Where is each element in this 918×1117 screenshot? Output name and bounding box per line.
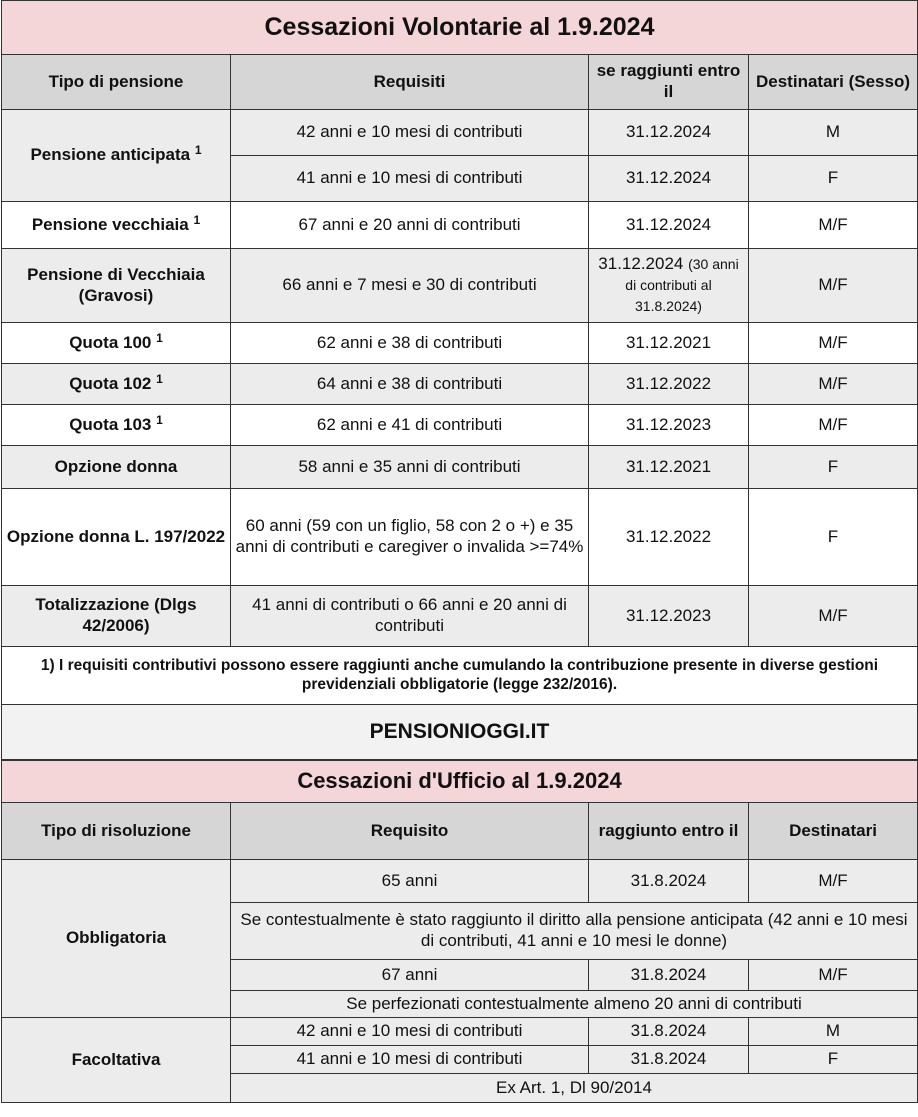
requirement-cell: 64 anni e 38 di contributi <box>231 364 589 405</box>
sex-cell: M/F <box>749 860 918 903</box>
row-name: Quota 102 $^1$ <box>2 364 231 405</box>
sex-cell: M/F <box>749 586 918 647</box>
requirement-cell: 41 anni e 10 mesi di contributi <box>231 1046 589 1074</box>
row-name: Facoltativa <box>2 1018 231 1103</box>
sex-cell: F <box>749 446 918 489</box>
sex-cell: F <box>749 489 918 586</box>
row-name: Quota 103 $^1$ <box>2 405 231 446</box>
sex-cell: M/F <box>749 960 918 991</box>
table-row <box>2 446 918 489</box>
date-cell: 31.12.2022 <box>589 364 749 405</box>
table-row <box>2 364 918 405</box>
table-row <box>2 489 918 586</box>
sex-cell: F <box>749 156 918 202</box>
table-row <box>2 1018 918 1046</box>
date-cell: 31.12.2024 <box>589 202 749 249</box>
ex-officio-title: Cessazioni d'Ufficio al 1.9.2024 <box>2 761 918 803</box>
requirement-cell: 42 anni e 10 mesi di contributi <box>231 110 589 156</box>
row-name: Pensione anticipata $^1$ <box>2 110 231 202</box>
row-name: Totalizzazione (Dlgs 42/2006) <box>2 586 231 647</box>
header-reached-by: se raggiunti entro il <box>589 55 749 110</box>
row-name: Obbligatoria <box>2 860 231 1018</box>
row-name: Pensione di Vecchiaia (Gravosi) <box>2 249 231 323</box>
header-reached-by: raggiunto entro il <box>589 803 749 860</box>
voluntary-title: Cessazioni Volontarie al 1.9.2024 <box>2 1 918 55</box>
row-name: Opzione donna <box>2 446 231 489</box>
brand-name: PENSIONIOGGI.IT <box>2 705 918 760</box>
date-cell: 31.8.2024 <box>589 860 749 903</box>
sex-cell: M <box>749 1018 918 1046</box>
requirement-cell: 60 anni (59 con un figlio, 58 con 2 o +) e 35 anni di contributi e caregiver o invalida >=74% <box>231 489 589 586</box>
requirement-cell: 41 anni e 10 mesi di contributi <box>231 156 589 202</box>
table-row <box>2 249 918 323</box>
row-name: Opzione donna L. 197/2022 <box>2 489 231 586</box>
table-row <box>2 586 918 647</box>
date-cell: 31.12.2022 <box>589 489 749 586</box>
sex-cell: M/F <box>749 364 918 405</box>
table-row <box>2 110 918 156</box>
date-cell: 31.12.2024 <box>589 156 749 202</box>
date-cell: 31.12.2023 <box>589 586 749 647</box>
row-name: Quota 100 $^1$ <box>2 323 231 364</box>
sex-cell: M/F <box>749 202 918 249</box>
date-cell: 31.12.2024 (30 anni di contributi al 31.8.2024) <box>589 249 749 323</box>
requirement-cell: 42 anni e 10 mesi di contributi <box>231 1018 589 1046</box>
requirement-cell: 62 anni e 41 di contributi <box>231 405 589 446</box>
table-row <box>2 202 918 249</box>
sex-cell: M/F <box>749 249 918 323</box>
condition-note: Se contestualmente è stato raggiunto il diritto alla pensione anticipata (42 anni e 10 mesi di contributi, 41 anni e 10 mesi le donne) <box>231 903 918 960</box>
voluntary-cessations-table <box>1 0 918 760</box>
table-row <box>2 405 918 446</box>
date-cell: 31.12.2024 <box>589 110 749 156</box>
header-recipients: Destinatari (Sesso) <box>749 55 918 110</box>
table-row <box>2 323 918 364</box>
date-cell: 31.12.2021 <box>589 446 749 489</box>
requirement-cell: 41 anni di contributi o 66 anni e 20 anni di contributi <box>231 586 589 647</box>
footnote: 1) I requisiti contributivi possono essere raggiunti anche cumulando la contribuzione presente in diverse gestioni previdenziali obbligatorie (legge 232/2016). <box>2 647 918 705</box>
date-cell: 31.12.2021 <box>589 323 749 364</box>
requirement-cell: 67 anni e 20 anni di contributi <box>231 202 589 249</box>
header-recipients: Destinatari <box>749 803 918 860</box>
ex-officio-cessations-table <box>1 760 918 1103</box>
header-requirements: Requisiti <box>231 55 589 110</box>
header-pension-type: Tipo di pensione <box>2 55 231 110</box>
condition-note: Ex Art. 1, Dl 90/2014 <box>231 1074 918 1103</box>
sex-cell: M/F <box>749 405 918 446</box>
row-name: Pensione vecchiaia $^1$ <box>2 202 231 249</box>
requirement-cell: 62 anni e 38 di contributi <box>231 323 589 364</box>
requirement-cell: 58 anni e 35 anni di contributi <box>231 446 589 489</box>
sex-cell: F <box>749 1046 918 1074</box>
requirement-cell: 67 anni <box>231 960 589 991</box>
condition-note: Se perfezionati contestualmente almeno 20 anni di contributi <box>231 991 918 1018</box>
date-cell: 31.12.2023 <box>589 405 749 446</box>
sex-cell: M/F <box>749 323 918 364</box>
header-resolution-type: Tipo di risoluzione <box>2 803 231 860</box>
date-cell: 31.8.2024 <box>589 960 749 991</box>
date-cell: 31.8.2024 <box>589 1018 749 1046</box>
header-requirement: Requisito <box>231 803 589 860</box>
date-cell: 31.8.2024 <box>589 1046 749 1074</box>
sex-cell: M <box>749 110 918 156</box>
requirement-cell: 65 anni <box>231 860 589 903</box>
table-row <box>2 860 918 903</box>
requirement-cell: 66 anni e 7 mesi e 30 di contributi <box>231 249 589 323</box>
